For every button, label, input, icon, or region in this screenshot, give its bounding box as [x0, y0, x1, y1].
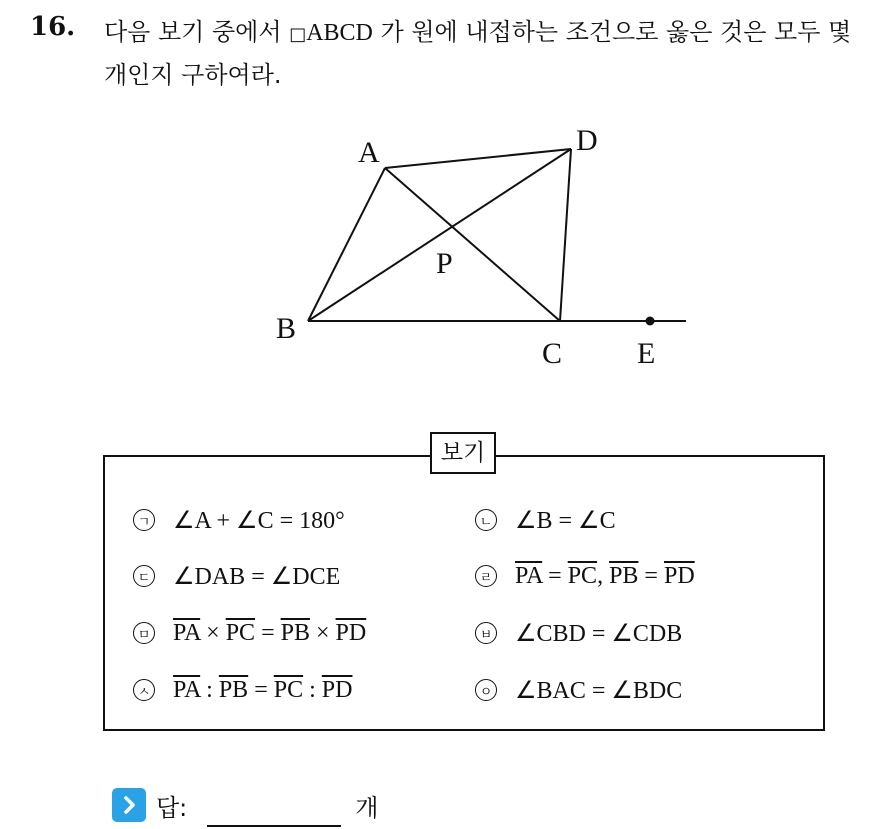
segment-DC	[560, 149, 571, 321]
expression-text: =	[255, 619, 281, 646]
segment-name: $\overline{PB}$	[609, 562, 639, 589]
answer-unit: 개	[355, 793, 379, 822]
label-E: E	[637, 337, 656, 370]
point-E-dot	[646, 317, 655, 326]
expression-text: ,	[597, 562, 610, 589]
quadrilateral-figure	[270, 120, 710, 380]
segment-AD	[385, 149, 571, 168]
option-expression	[173, 562, 340, 591]
option-expression	[515, 676, 682, 705]
chevron-right-icon	[112, 788, 146, 822]
expression-text: =	[542, 562, 568, 589]
segment-name: $\overline{PC}$	[567, 562, 598, 589]
option-7	[133, 673, 352, 707]
option-expression	[173, 620, 366, 647]
expression-text: ∠A + ∠C = 180°	[173, 507, 345, 534]
question-text	[104, 12, 874, 95]
label-P: P	[436, 247, 453, 280]
option-marker: ㄷ	[133, 565, 155, 587]
question-text-before: 다음 보기 중에서	[104, 18, 290, 46]
expression-text: =	[638, 562, 664, 589]
option-marker: ㄱ	[133, 509, 155, 531]
question-number: 16.	[30, 12, 76, 42]
label-C: C	[542, 337, 563, 370]
option-8	[475, 673, 682, 707]
answer-label: 답:	[156, 793, 188, 822]
expression-text: ×	[200, 619, 226, 646]
diagonal-AC	[385, 168, 560, 321]
option-expression	[515, 619, 682, 648]
expression-text: ×	[309, 619, 336, 646]
question-text-after: 가 원에 내접하는 조건으로 옳은 것은 모두 몇 개인지 구하여라.	[104, 18, 852, 89]
option-marker: ㄹ	[475, 565, 497, 587]
option-marker: ㄴ	[475, 509, 497, 531]
segment-name: $\overline{PD}$	[335, 619, 367, 646]
segment-name: $\overline{PB}$	[218, 676, 249, 703]
option-expression	[515, 506, 616, 535]
segment-name: $\overline{PC}$	[273, 676, 304, 703]
option-marker: ㅅ	[133, 679, 155, 701]
option-expression	[515, 563, 695, 590]
answer-row	[112, 785, 378, 825]
option-2	[475, 503, 616, 537]
expression-text: ∠DAB = ∠DCE	[173, 563, 341, 590]
answer-blank[interactable]	[207, 795, 341, 827]
option-marker: ㅇ	[475, 679, 497, 701]
option-expression	[173, 677, 352, 704]
option-1	[133, 503, 345, 537]
choices-box-title: 보기	[430, 432, 496, 474]
segment-AB	[308, 168, 385, 321]
segment-name: $\overline{PA}$	[173, 676, 201, 703]
expression-text: :	[303, 676, 322, 703]
option-marker: ㅂ	[475, 622, 497, 644]
label-D: D	[576, 124, 598, 157]
option-expression	[173, 506, 345, 535]
expression-text: ∠B = ∠C	[515, 507, 616, 534]
option-4	[475, 559, 695, 593]
option-6	[475, 616, 682, 650]
segment-name: $\overline{PC}$	[225, 619, 256, 646]
expression-text: ∠BAC = ∠BDC	[515, 677, 683, 704]
expression-text: =	[248, 676, 274, 703]
option-marker: ㅁ	[133, 622, 155, 644]
segment-name: $\overline{PB}$	[280, 619, 310, 646]
label-A: A	[358, 136, 380, 169]
option-3	[133, 559, 340, 593]
square-symbol: □	[289, 24, 307, 45]
label-B: B	[276, 312, 297, 345]
segment-name: $\overline{PA}$	[173, 619, 201, 646]
segment-name: $\overline{PD}$	[663, 562, 695, 589]
expression-text: :	[200, 676, 219, 703]
segment-name: $\overline{PD}$	[321, 676, 353, 703]
quad-name: ABCD	[306, 20, 373, 46]
expression-text: ∠CBD = ∠CDB	[515, 620, 683, 647]
option-5	[133, 616, 366, 650]
segment-name: $\overline{PA}$	[515, 562, 543, 589]
